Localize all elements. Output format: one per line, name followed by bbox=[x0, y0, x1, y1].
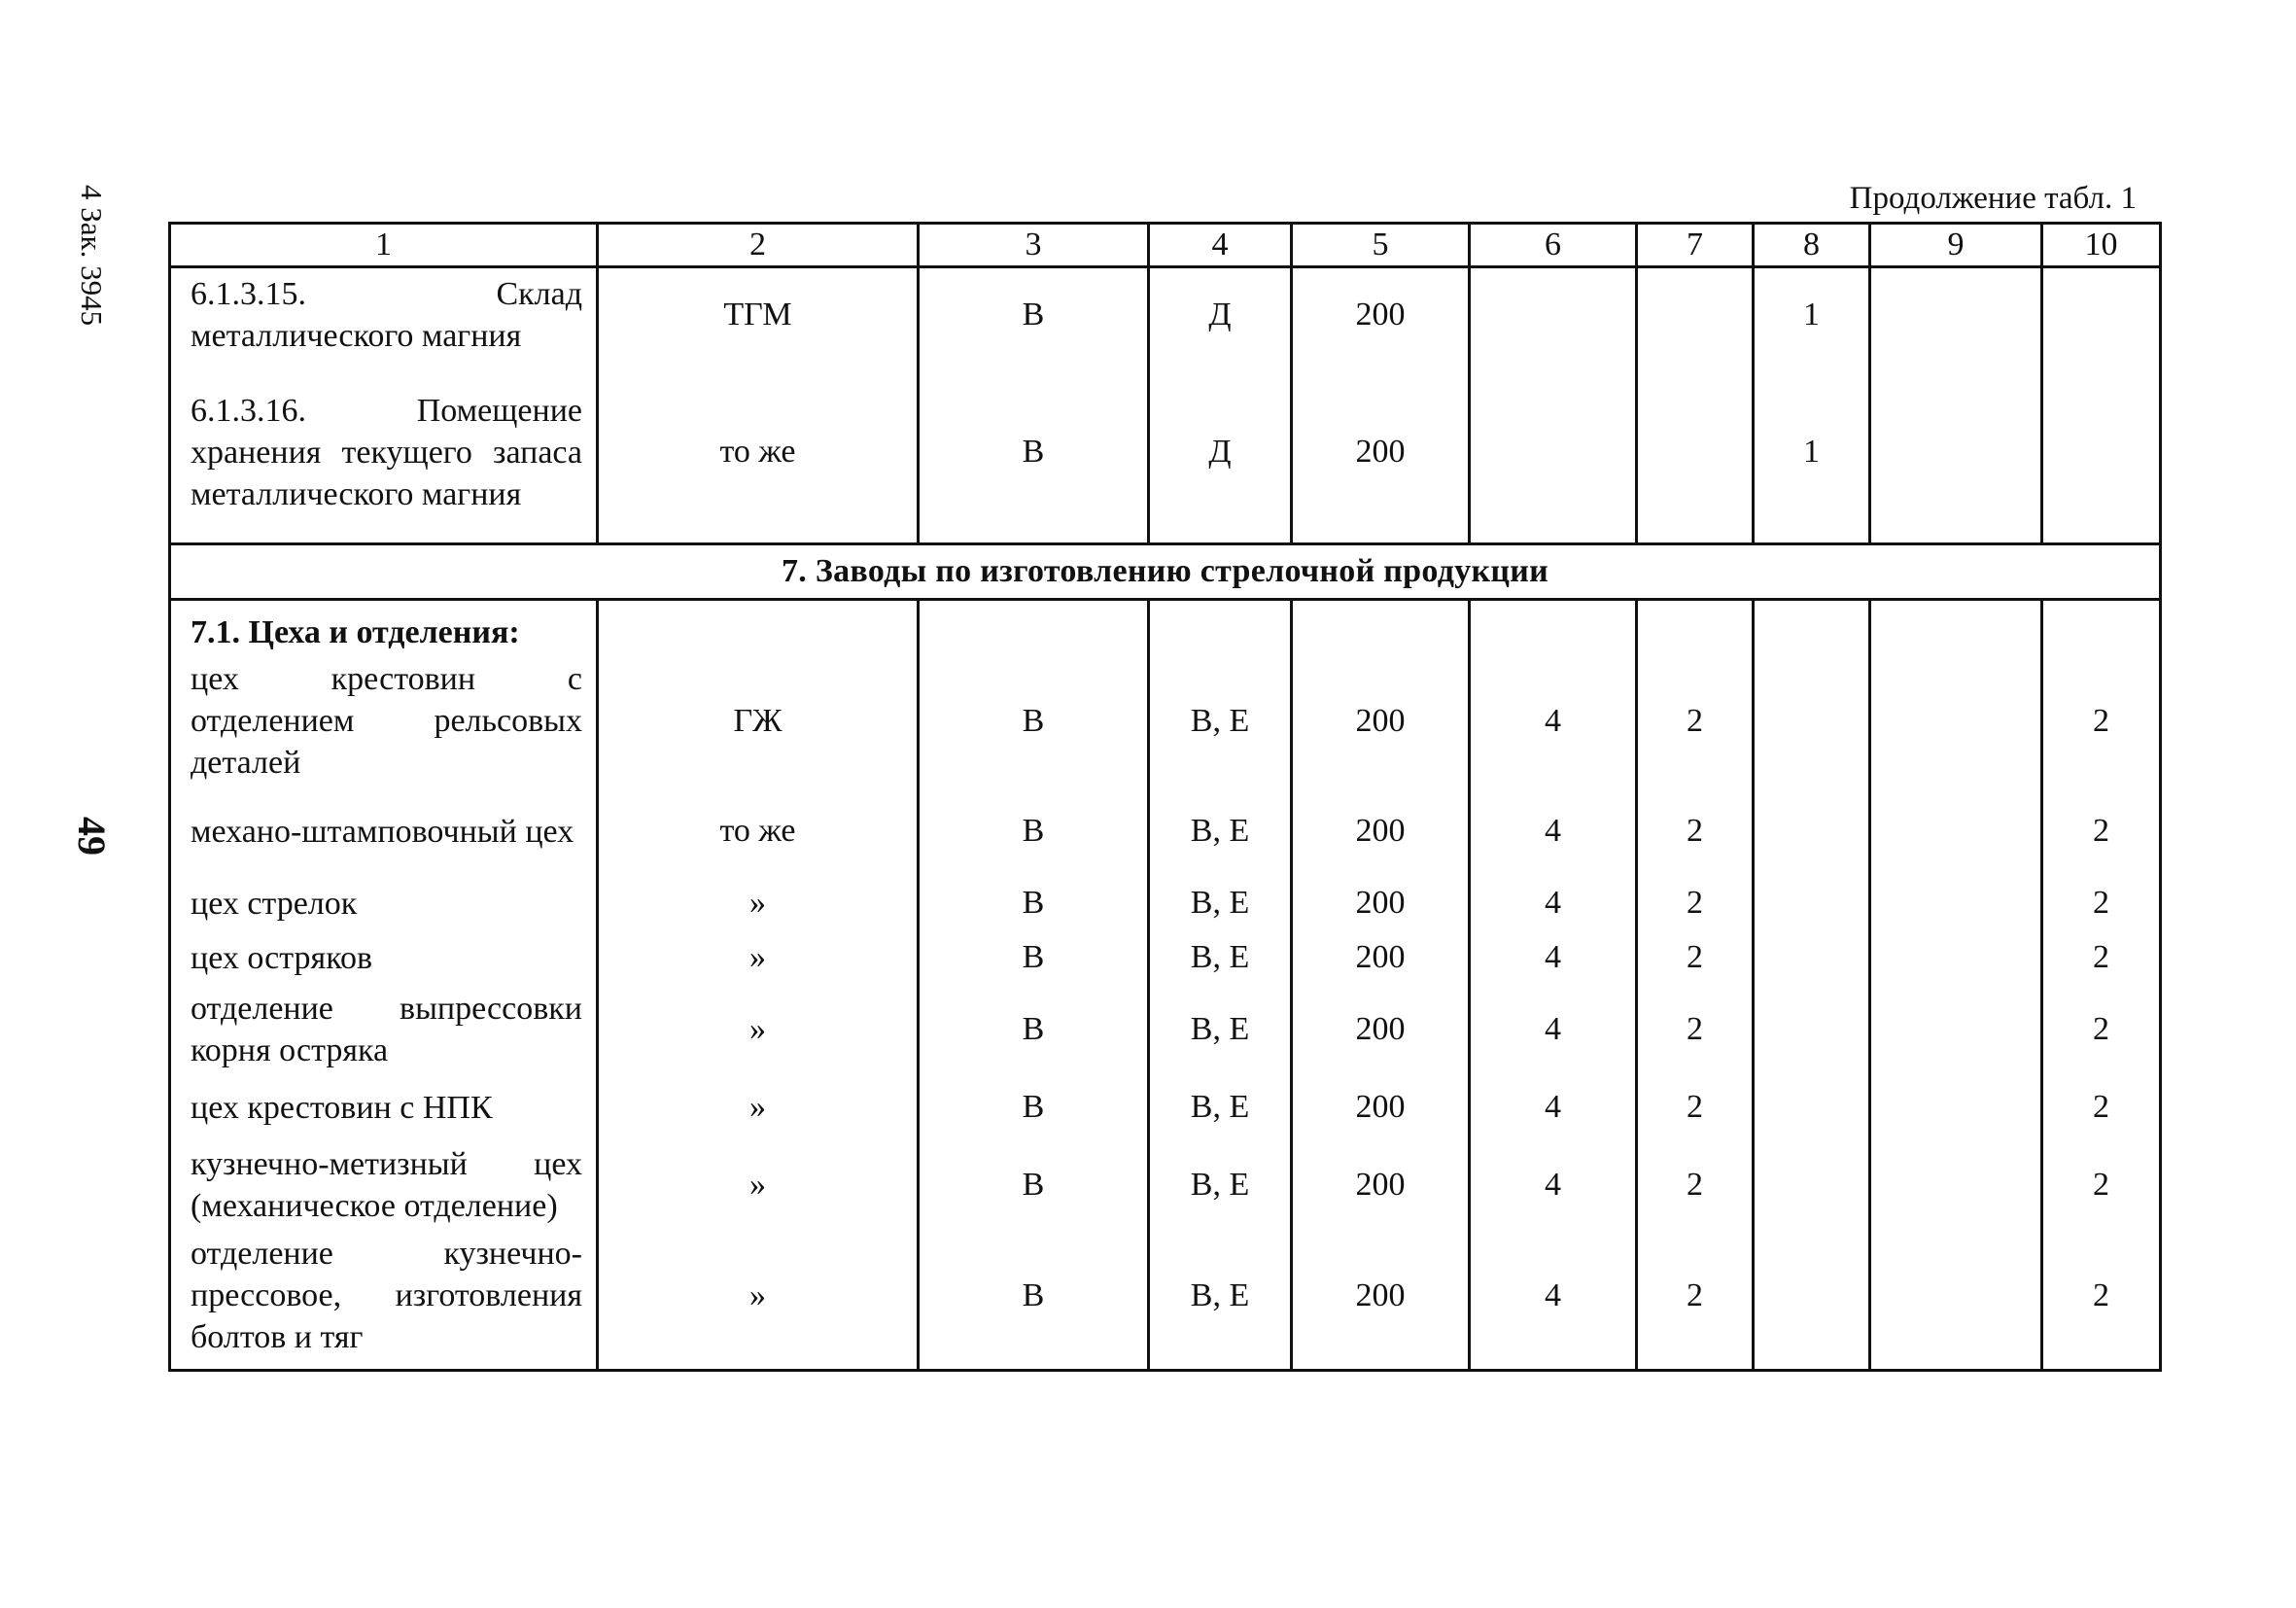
value-cell bbox=[2042, 267, 2161, 544]
value-cell: 2 2 2 2 2 2 2 2 bbox=[2042, 600, 2161, 1371]
column-header: 8 bbox=[1754, 224, 1870, 267]
value-cell: ТГМ то же bbox=[598, 267, 919, 544]
column-header: 2 bbox=[598, 224, 919, 267]
value-cell: 2 2 2 2 2 2 2 2 bbox=[1637, 600, 1754, 1371]
list-item: отделение выпрессовки корня остряка bbox=[191, 991, 582, 1068]
list-item: цех остряков bbox=[191, 939, 373, 976]
column-header: 10 bbox=[2042, 224, 2161, 267]
list-item: отделение кузнечно-прессовое, изготовления болтов и тяг bbox=[191, 1236, 582, 1355]
value-cell: В В В В В В В В bbox=[919, 600, 1149, 1371]
group-row-workshops bbox=[170, 600, 2161, 1371]
side-note-text: 4 Зак. 3945 bbox=[75, 185, 109, 327]
value-cell: В В bbox=[919, 267, 1149, 544]
value-cell bbox=[1470, 267, 1637, 544]
subsection-title: 7.1. Цеха и отделения: bbox=[191, 613, 520, 650]
value-cell: 4 4 4 4 4 4 4 4 bbox=[1470, 600, 1637, 1371]
list-item: кузнечно-метизный цех (механическое отделение) bbox=[191, 1146, 582, 1224]
value-cell: ГЖ то же » » » » » » bbox=[598, 600, 919, 1371]
name-cell bbox=[170, 600, 598, 1371]
section-title: 7. Заводы по изготовлению стрелочной продукции bbox=[170, 544, 2161, 600]
list-item: цех крестовин с отделением рельсовых деталей bbox=[191, 661, 582, 781]
column-header: 7 bbox=[1637, 224, 1754, 267]
table-caption: Продолжение табл. 1 bbox=[1849, 181, 2137, 216]
value-cell: 1 1 bbox=[1754, 267, 1870, 544]
value-cell bbox=[1870, 267, 2042, 544]
header-row bbox=[170, 224, 2161, 267]
column-header: 4 bbox=[1149, 224, 1292, 267]
column-header: 9 bbox=[1870, 224, 2042, 267]
list-item: цех стрелок bbox=[191, 885, 358, 922]
name-cell bbox=[170, 267, 598, 544]
list-item: цех крестовин с НПК bbox=[191, 1089, 493, 1126]
list-item: механо-штамповочный цех bbox=[191, 813, 574, 850]
value-cell: 200 200 200 200 200 200 200 200 bbox=[1292, 600, 1470, 1371]
column-header: 5 bbox=[1292, 224, 1470, 267]
column-header: 6 bbox=[1470, 224, 1637, 267]
value-cell bbox=[1754, 600, 1870, 1371]
section-row bbox=[170, 544, 2161, 600]
page-number-text: 49 bbox=[70, 817, 114, 856]
group-row-storage bbox=[170, 267, 2161, 544]
value-cell: 200 200 bbox=[1292, 267, 1470, 544]
data-table bbox=[168, 222, 2162, 1372]
value-cell: В, Е В, Е В, Е В, Е В, Е В, Е В, Е В, Е bbox=[1149, 600, 1292, 1371]
column-header: 3 bbox=[919, 224, 1149, 267]
list-item: 6.1.3.15. Склад металлического магния bbox=[191, 276, 582, 354]
value-cell bbox=[1870, 600, 2042, 1371]
value-cell bbox=[1637, 267, 1754, 544]
list-item: 6.1.3.16. Помещение хранения текущего запаса металлического магния bbox=[191, 392, 582, 512]
value-cell: Д Д bbox=[1149, 267, 1292, 544]
column-header: 1 bbox=[170, 224, 598, 267]
